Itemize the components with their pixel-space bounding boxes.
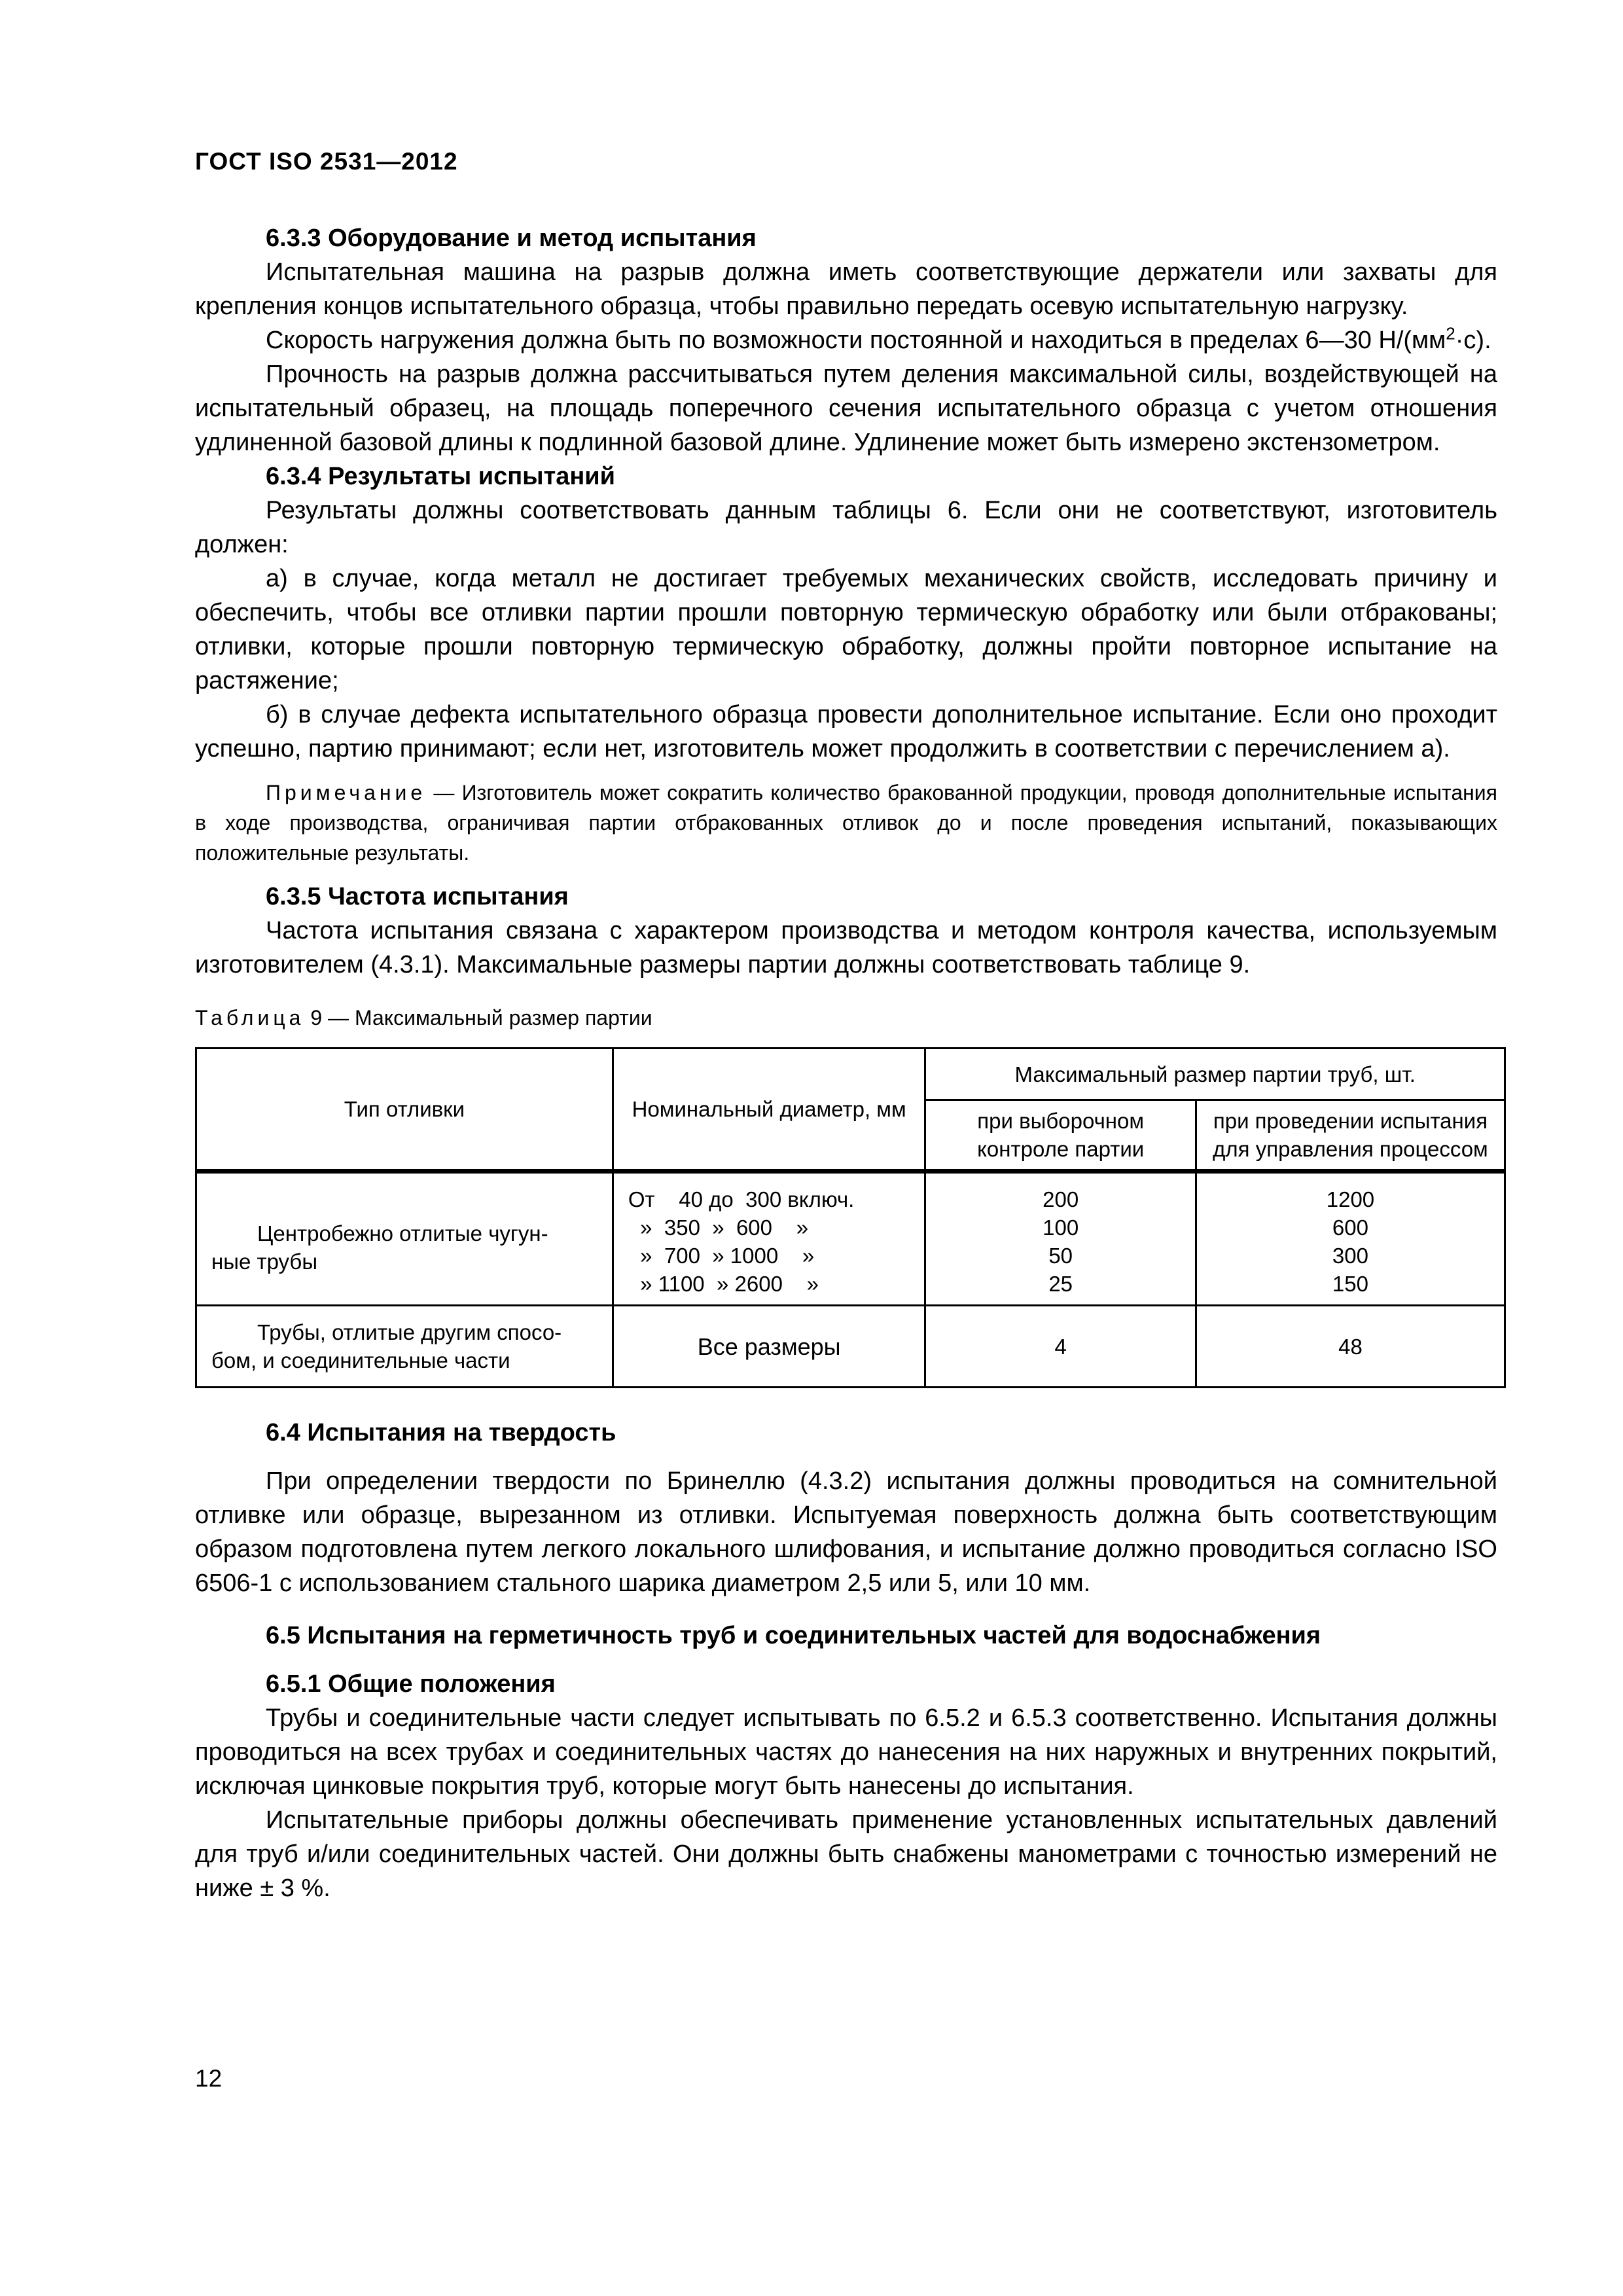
page-number: 12 (195, 2065, 223, 2092)
table-9 (195, 1047, 1506, 1388)
table-row (196, 1306, 1505, 1388)
value: 300 (1332, 1244, 1368, 1268)
cell-type (196, 1306, 613, 1388)
text-run: Скорость нагружения должна быть по возможности постоянной и находиться в пределах 6—30 Н/(мм (266, 327, 1446, 354)
table-row (196, 1172, 1505, 1306)
section-6-3-3-title: 6.3.3 Оборудование и метод испытания (266, 224, 757, 252)
list-item-b: б) в случае дефекта испытательного образца провести дополнительное испытание. Если оно проходит успешно, партию принимают; если нет, изготовитель может продолжить в соответствии с перечислением а). (195, 701, 1497, 762)
paragraph-loading-speed (195, 323, 1497, 357)
cell-text: бом, и соединительные части (211, 1348, 510, 1372)
cell-diameters (613, 1172, 925, 1306)
paragraph: Результаты должны соответствовать данным таблицы 6. Если они не соответствуют, изготовитель должен: (195, 497, 1497, 558)
cell-text: Центробежно отлитые чугун- (257, 1221, 548, 1246)
paragraph: При определении твердости по Бринеллю (4.3.2) испытания должны проводиться на сомнительной отливке или образце, вырезанном из отливки. Испытуемая поверхность должна быть соответствующим образом подготовлена путем легкого локального шлифования, и испытание должно проводиться согласно ISO 6506-1 с использованием стального шарика диаметром 2,5 или 5, или 10 мм. (195, 1467, 1497, 1597)
superscript: 2 (1446, 323, 1455, 344)
paragraph: Испытательная машина на разрыв должна иметь соответствующие держатели или захваты для крепления концов испытательного образца, чтобы правильно передать осевую испытательную нагрузку. (195, 259, 1497, 320)
note (195, 778, 1497, 868)
value: 200 (1043, 1187, 1079, 1211)
paragraph: Частота испытания связана с характером производства и методом контроля качества, используемым изготовителем (4.3.1). Максимальные размеры партии должны соответствовать таблице 9. (195, 917, 1497, 978)
cell-sampling: 4 (925, 1306, 1196, 1388)
diameter-range: » 350 » 600 » (628, 1215, 809, 1240)
cell-text: Трубы, отлитые другим спосо- (257, 1320, 562, 1344)
section-6-5-1-title: 6.5.1 Общие положения (266, 1670, 556, 1698)
header-process: при проведении испытания для управления процессом (1196, 1100, 1505, 1172)
header-type: Тип отливки (196, 1049, 613, 1172)
value: 50 (1048, 1244, 1073, 1268)
cell-type (196, 1172, 613, 1306)
section-6-3-5-title: 6.3.5 Частота испытания (266, 883, 569, 910)
header-diameter: Номинальный диаметр, мм (613, 1049, 925, 1172)
paragraph: Прочность на разрыв должна рассчитываться путем деления максимальной силы, воздействующей на испытательный образец, на площадь поперечного сечения испытательного образца с учетом отношения удлиненной базовой длины к подлинной базовой длине. Удлинение может быть измерено экстензометром. (195, 361, 1497, 456)
section-6-4-title: 6.4 Испытания на твердость (266, 1419, 616, 1446)
document-body (195, 221, 1497, 1905)
text-run: ·с). (1455, 327, 1491, 354)
diameter-range: » 700 » 1000 » (628, 1244, 815, 1268)
cell-process (1196, 1172, 1505, 1306)
cell-process: 48 (1196, 1306, 1505, 1388)
section-6-5-title: 6.5 Испытания на герметичность труб и соединительных частей для водоснабжения (266, 1622, 1321, 1649)
paragraph: Испытательные приборы должны обеспечивать применение установленных испытательных давлений для труб и/или соединительных частей. Они должны быть снабжены манометрами с точностью измерений не ниже ± 3 %. (195, 1806, 1497, 1902)
note-text: — Изготовитель может сократить количество бракованной продукции, проводя дополнительные испытания в ходе производства, ограничивая партии отбракованных отливок до и после проведения испытаний, показывающих положительные результаты. (195, 781, 1497, 865)
header-max-lot: Максимальный размер партии труб, шт. (925, 1049, 1505, 1100)
diameter-range: » 1100 » 2600 » (628, 1272, 819, 1296)
value: 1200 (1326, 1187, 1375, 1211)
paragraph: Трубы и соединительные части следует испытывать по 6.5.2 и 6.5.3 соответственно. Испытания должны проводиться на всех трубах и соединительных частях до нанесения на них наружных и внутренних покрытий, исключая цинковые покрытия труб, которые могут быть нанесены до испытания. (195, 1704, 1497, 1800)
diameter-range: От 40 до 300 включ. (628, 1187, 855, 1211)
document-code: ГОСТ ISO 2531—2012 (195, 148, 458, 175)
value: 150 (1332, 1272, 1368, 1296)
value: 100 (1043, 1215, 1079, 1240)
list-item-a: а) в случае, когда металл не достигает требуемых механических свойств, исследовать причину и обеспечить, чтобы все отливки партии прошли повторную термическую обработку или были отбракованы; отливки, которые прошли повторную термическую обработку, должны пройти повторное испытание на растяжение; (195, 565, 1497, 694)
cell-diameter: Все размеры (613, 1306, 925, 1388)
cell-text: ные трубы (211, 1249, 318, 1274)
table-title: 9 — Максимальный размер партии (304, 1006, 652, 1030)
table-label: Таблица (195, 1006, 305, 1030)
value: 600 (1332, 1215, 1368, 1240)
header-sampling: при выборочном контроле партии (925, 1100, 1196, 1172)
note-label: Примечание (266, 781, 427, 804)
value: 25 (1048, 1272, 1073, 1296)
table-caption (195, 1003, 1497, 1033)
cell-sampling (925, 1172, 1196, 1306)
section-6-3-4-title: 6.3.4 Результаты испытаний (266, 463, 616, 490)
